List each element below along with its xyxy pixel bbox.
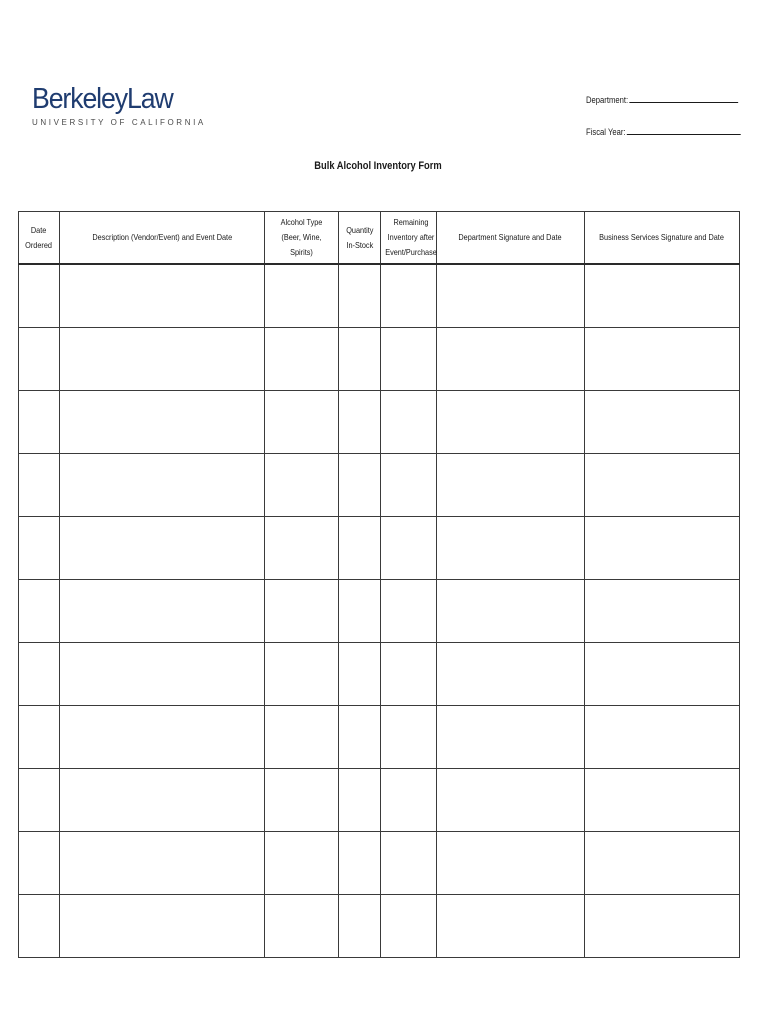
cell-quantity-in-stock[interactable] [339,264,381,328]
cell-remaining-inventory[interactable] [381,580,437,643]
cell-date-ordered[interactable] [19,832,60,895]
cell-department-signature[interactable] [437,580,585,643]
cell-quantity-in-stock[interactable] [339,328,381,391]
cell-alcohol-type[interactable] [265,580,339,643]
cell-quantity-in-stock[interactable] [339,643,381,706]
cell-date-ordered[interactable] [19,895,60,958]
cell-quantity-in-stock[interactable] [339,832,381,895]
cell-description[interactable] [60,832,265,895]
cell-alcohol-type[interactable] [265,706,339,769]
cell-quantity-in-stock[interactable] [339,769,381,832]
cell-department-signature[interactable] [437,264,585,328]
department-label: Department: [586,95,629,105]
cell-business-services-signature[interactable] [585,895,740,958]
cell-alcohol-type[interactable] [265,769,339,832]
cell-department-signature[interactable] [437,832,585,895]
table-row [19,580,740,643]
cell-remaining-inventory[interactable] [381,769,437,832]
header-description: Description (Vendor/Event) and Event Date [60,212,265,265]
cell-alcohol-type[interactable] [265,895,339,958]
header-date-ordered: Date Ordered [19,212,60,265]
cell-remaining-inventory[interactable] [381,895,437,958]
cell-quantity-in-stock[interactable] [339,580,381,643]
cell-remaining-inventory[interactable] [381,454,437,517]
cell-date-ordered[interactable] [19,517,60,580]
header-department-signature: Department Signature and Date [437,212,585,265]
cell-remaining-inventory[interactable] [381,391,437,454]
cell-business-services-signature[interactable] [585,328,740,391]
fiscal-year-label: Fiscal Year: [586,127,626,137]
cell-department-signature[interactable] [437,706,585,769]
cell-date-ordered[interactable] [19,391,60,454]
table-row [19,643,740,706]
cell-remaining-inventory[interactable] [381,832,437,895]
cell-date-ordered[interactable] [19,264,60,328]
logo-subtitle: UNIVERSITY OF CALIFORNIA [32,118,206,127]
logo-wordmark: BerkeleyLaw [32,83,173,115]
table-header-row [19,212,740,265]
cell-quantity-in-stock[interactable] [339,517,381,580]
cell-description[interactable] [60,706,265,769]
form-title: Bulk Alcohol Inventory Form [314,160,442,172]
cell-date-ordered[interactable] [19,769,60,832]
cell-department-signature[interactable] [437,895,585,958]
header-alcohol-type: Alcohol Type (Beer, Wine, Spirits) [265,212,339,265]
berkeley-law-logo [32,84,206,127]
cell-date-ordered[interactable] [19,454,60,517]
cell-department-signature[interactable] [437,328,585,391]
cell-business-services-signature[interactable] [585,643,740,706]
cell-business-services-signature[interactable] [585,517,740,580]
department-blank-line[interactable] [629,101,738,103]
cell-business-services-signature[interactable] [585,580,740,643]
cell-date-ordered[interactable] [19,580,60,643]
cell-description[interactable] [60,769,265,832]
table-row [19,391,740,454]
fiscal-year-field[interactable] [586,127,740,137]
cell-remaining-inventory[interactable] [381,643,437,706]
table-row [19,517,740,580]
cell-date-ordered[interactable] [19,328,60,391]
cell-alcohol-type[interactable] [265,328,339,391]
cell-alcohol-type[interactable] [265,454,339,517]
cell-business-services-signature[interactable] [585,454,740,517]
table-body [19,264,740,958]
cell-description[interactable] [60,391,265,454]
header-remaining-inventory: Remaining Inventory after Event/Purchase [381,212,437,265]
cell-description[interactable] [60,264,265,328]
table-row [19,706,740,769]
table-row [19,895,740,958]
cell-department-signature[interactable] [437,643,585,706]
cell-business-services-signature[interactable] [585,832,740,895]
cell-description[interactable] [60,643,265,706]
cell-alcohol-type[interactable] [265,264,339,328]
cell-alcohol-type[interactable] [265,832,339,895]
table-row [19,832,740,895]
cell-date-ordered[interactable] [19,706,60,769]
cell-remaining-inventory[interactable] [381,706,437,769]
cell-department-signature[interactable] [437,454,585,517]
cell-date-ordered[interactable] [19,643,60,706]
header-business-services-signature: Business Services Signature and Date [585,212,740,265]
cell-business-services-signature[interactable] [585,264,740,328]
fiscal-year-blank-line[interactable] [626,133,740,135]
cell-department-signature[interactable] [437,769,585,832]
cell-remaining-inventory[interactable] [381,264,437,328]
cell-description[interactable] [60,580,265,643]
cell-business-services-signature[interactable] [585,706,740,769]
cell-department-signature[interactable] [437,517,585,580]
inventory-table [18,211,740,958]
table-row [19,328,740,391]
cell-alcohol-type[interactable] [265,391,339,454]
cell-quantity-in-stock[interactable] [339,391,381,454]
cell-remaining-inventory[interactable] [381,328,437,391]
table-row [19,454,740,517]
cell-description[interactable] [60,517,265,580]
cell-description[interactable] [60,454,265,517]
table-row [19,264,740,328]
cell-alcohol-type[interactable] [265,517,339,580]
cell-quantity-in-stock[interactable] [339,895,381,958]
cell-department-signature[interactable] [437,391,585,454]
header-quantity-in-stock: Quantity In-Stock [339,212,381,265]
table-row [19,769,740,832]
cell-quantity-in-stock[interactable] [339,454,381,517]
cell-description[interactable] [60,328,265,391]
cell-quantity-in-stock[interactable] [339,706,381,769]
cell-remaining-inventory[interactable] [381,517,437,580]
cell-business-services-signature[interactable] [585,769,740,832]
cell-description[interactable] [60,895,265,958]
cell-alcohol-type[interactable] [265,643,339,706]
department-field[interactable] [586,95,738,105]
cell-business-services-signature[interactable] [585,391,740,454]
